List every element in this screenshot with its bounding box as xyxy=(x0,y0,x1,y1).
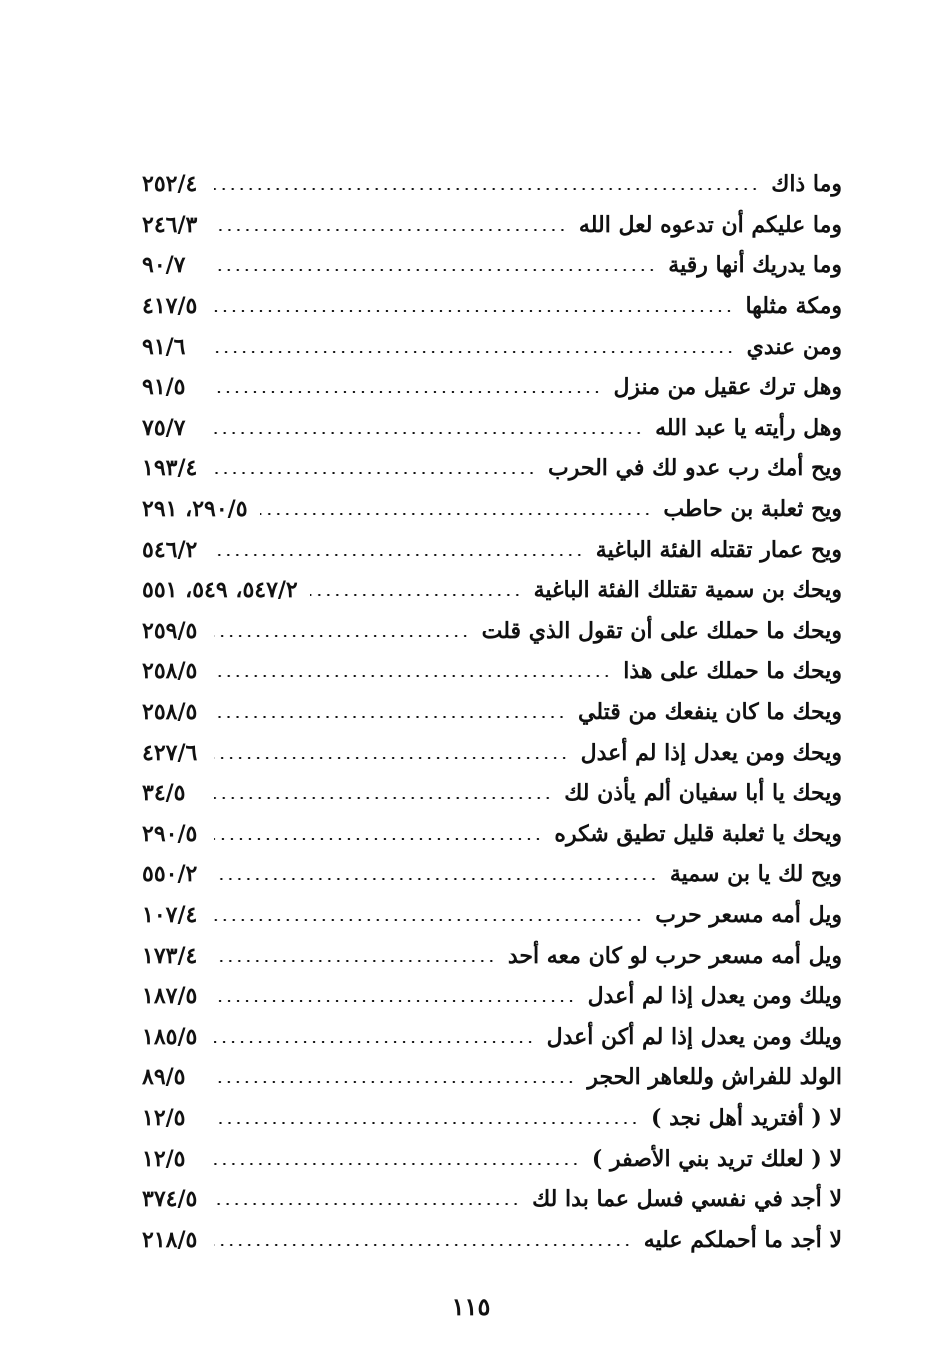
index-entry xyxy=(142,732,842,773)
dot-leader xyxy=(214,432,643,434)
entry-reference: ٢١٨/٥ xyxy=(142,1226,198,1253)
dot-leader xyxy=(214,1163,580,1165)
dot-leader xyxy=(214,1244,632,1246)
entry-phrase: ويحك يا ثعلبة قليل تطيق شكره xyxy=(554,820,842,847)
index-entry xyxy=(142,935,842,976)
entry-phrase: ويل أمه مسعر حرب لو كان معه أحد xyxy=(507,942,842,969)
index-entry xyxy=(142,448,842,489)
entry-phrase: وهل ترك عقيل من منزل xyxy=(613,374,842,401)
index-entry xyxy=(142,651,842,692)
dot-leader xyxy=(214,878,658,880)
dot-leader xyxy=(214,1122,639,1124)
dot-leader xyxy=(214,1041,535,1043)
index-entry xyxy=(142,1016,842,1057)
index-entry xyxy=(142,367,842,408)
entry-reference: ٩٠/٧ xyxy=(142,252,186,279)
dot-leader xyxy=(214,1081,575,1083)
entry-reference: ٤٢٧/٦ xyxy=(142,739,198,766)
entry-reference: ٣٧٤/٥ xyxy=(142,1186,198,1213)
dot-leader xyxy=(214,472,536,474)
entry-phrase: ويل أمه مسعر حرب xyxy=(655,901,842,928)
entry-reference: ٤١٧/٥ xyxy=(142,293,198,320)
entry-phrase: وما ذاك xyxy=(771,171,842,198)
entry-reference: ٢٩٠/٥ xyxy=(142,820,198,847)
index-entry xyxy=(142,164,842,205)
entry-phrase: ويحك بن سمية تقتلك الفئة الباغية xyxy=(533,577,842,604)
index-entry xyxy=(142,529,842,570)
dot-leader xyxy=(214,269,656,271)
dot-leader xyxy=(214,757,569,759)
entry-phrase: لا ( أفتريد أهل نجد ) xyxy=(651,1104,842,1131)
dot-leader xyxy=(214,960,496,962)
index-entry xyxy=(142,245,842,286)
entry-phrase: ويح ثعلبة بن حاطب xyxy=(663,496,842,523)
index-entry xyxy=(142,205,842,246)
entry-reference: ١٨٧/٥ xyxy=(142,983,198,1010)
dot-leader xyxy=(214,1000,576,1002)
index-entry xyxy=(142,1219,842,1260)
index-entry xyxy=(142,570,842,611)
index-entry xyxy=(142,814,842,855)
entry-phrase: وهل رأيته يا عبد الله xyxy=(655,414,842,441)
dot-leader xyxy=(214,310,733,312)
entry-phrase: ويحك ومن يعدل إذا لم أعدل xyxy=(580,739,842,766)
dot-leader xyxy=(214,229,567,231)
entry-reference: ٥٥٠/٢ xyxy=(142,861,198,888)
index-entry xyxy=(142,773,842,814)
page-number: ١١٥ xyxy=(451,1292,491,1321)
entry-phrase: ويلك ومن يعدل إذا لم أكن أعدل xyxy=(546,1023,842,1050)
dot-leader xyxy=(214,675,611,677)
entry-phrase: ويح أمك رب عدو لك في الحرب xyxy=(548,455,842,482)
entry-phrase: لا أجد في نفسي فسل عما بدا لك xyxy=(532,1186,842,1213)
entry-reference: ٨٩/٥ xyxy=(142,1064,186,1091)
entry-reference: ٧٥/٧ xyxy=(142,414,186,441)
entry-reference: ١٩٣/٤ xyxy=(142,455,198,482)
dot-leader xyxy=(214,554,584,556)
index-entry xyxy=(142,611,842,652)
entry-phrase: ويحك ما كان ينفعك من قتلي xyxy=(578,699,842,726)
entry-reference: ٥٤٦/٢ xyxy=(142,536,198,563)
index-entry xyxy=(142,1057,842,1098)
index-entry xyxy=(142,976,842,1017)
index-entry xyxy=(142,1098,842,1139)
entry-reference: ٢٤٦/٣ xyxy=(142,211,198,238)
dot-leader xyxy=(214,188,759,190)
entry-reference: ١٢/٥ xyxy=(142,1145,186,1172)
entry-reference: ٥٤٧/٢، ٥٤٩، ٥٥١ xyxy=(142,577,298,604)
dot-leader xyxy=(214,797,552,799)
entry-phrase: ويحك ما حملك على هذا xyxy=(623,658,842,685)
dot-leader xyxy=(214,635,470,637)
entry-reference: ١٧٣/٤ xyxy=(142,942,198,969)
entry-phrase: وما يدريك أنها رقية xyxy=(668,252,842,279)
index-entry xyxy=(142,1138,842,1179)
index-entry xyxy=(142,326,842,367)
dot-leader xyxy=(310,594,522,596)
index-entries-list xyxy=(142,164,842,1260)
entry-phrase: ومكة مثلها xyxy=(745,293,842,320)
entry-reference: ٢٥٩/٥ xyxy=(142,617,198,644)
entry-reference: ١٠٧/٤ xyxy=(142,901,198,928)
dot-leader xyxy=(214,1203,520,1205)
entry-phrase: ومن عندي xyxy=(746,333,842,360)
entry-phrase: وما عليكم أن تدعوه لعل الله xyxy=(578,211,842,238)
index-entry xyxy=(142,408,842,449)
entry-reference: ٢٥٨/٥ xyxy=(142,658,198,685)
entry-phrase: ويح عمار تقتله الفئة الباغية xyxy=(595,536,842,563)
dot-leader xyxy=(214,351,735,353)
entry-reference: ٩١/٥ xyxy=(142,374,186,401)
entry-reference: ٣٤/٥ xyxy=(142,780,186,807)
dot-leader xyxy=(214,716,566,718)
entry-reference: ٢٥٢/٤ xyxy=(142,171,198,198)
entry-phrase: ويحك ما حملك على أن تقول الذي قلت xyxy=(481,617,842,644)
index-entry xyxy=(142,895,842,936)
dot-leader xyxy=(214,838,542,840)
entry-reference: ٢٩٠/٥، ٢٩١ xyxy=(142,496,248,523)
index-entry xyxy=(142,489,842,530)
dot-leader xyxy=(260,513,652,515)
entry-phrase: لا ( لعلك تريد بني الأصفر ) xyxy=(591,1145,842,1172)
index-entry xyxy=(142,286,842,327)
index-entry xyxy=(142,1179,842,1220)
index-entry xyxy=(142,692,842,733)
entry-phrase: ويلك ومن يعدل إذا لم أعدل xyxy=(587,983,842,1010)
dot-leader xyxy=(214,391,601,393)
entry-phrase: الولد للفراش وللعاهر الحجر xyxy=(587,1064,842,1091)
entry-phrase: ويحك يا أبا سفيان ألم يأذن لك xyxy=(564,780,842,807)
entry-reference: ٢٥٨/٥ xyxy=(142,699,198,726)
entry-reference: ٩١/٦ xyxy=(142,333,186,360)
entry-phrase: لا أجد ما أحملكم عليه xyxy=(643,1226,842,1253)
dot-leader xyxy=(214,919,643,921)
index-entry xyxy=(142,854,842,895)
entry-reference: ١٢/٥ xyxy=(142,1104,186,1131)
entry-reference: ١٨٥/٥ xyxy=(142,1023,198,1050)
entry-phrase: ويح لك يا بن سمية xyxy=(669,861,842,888)
